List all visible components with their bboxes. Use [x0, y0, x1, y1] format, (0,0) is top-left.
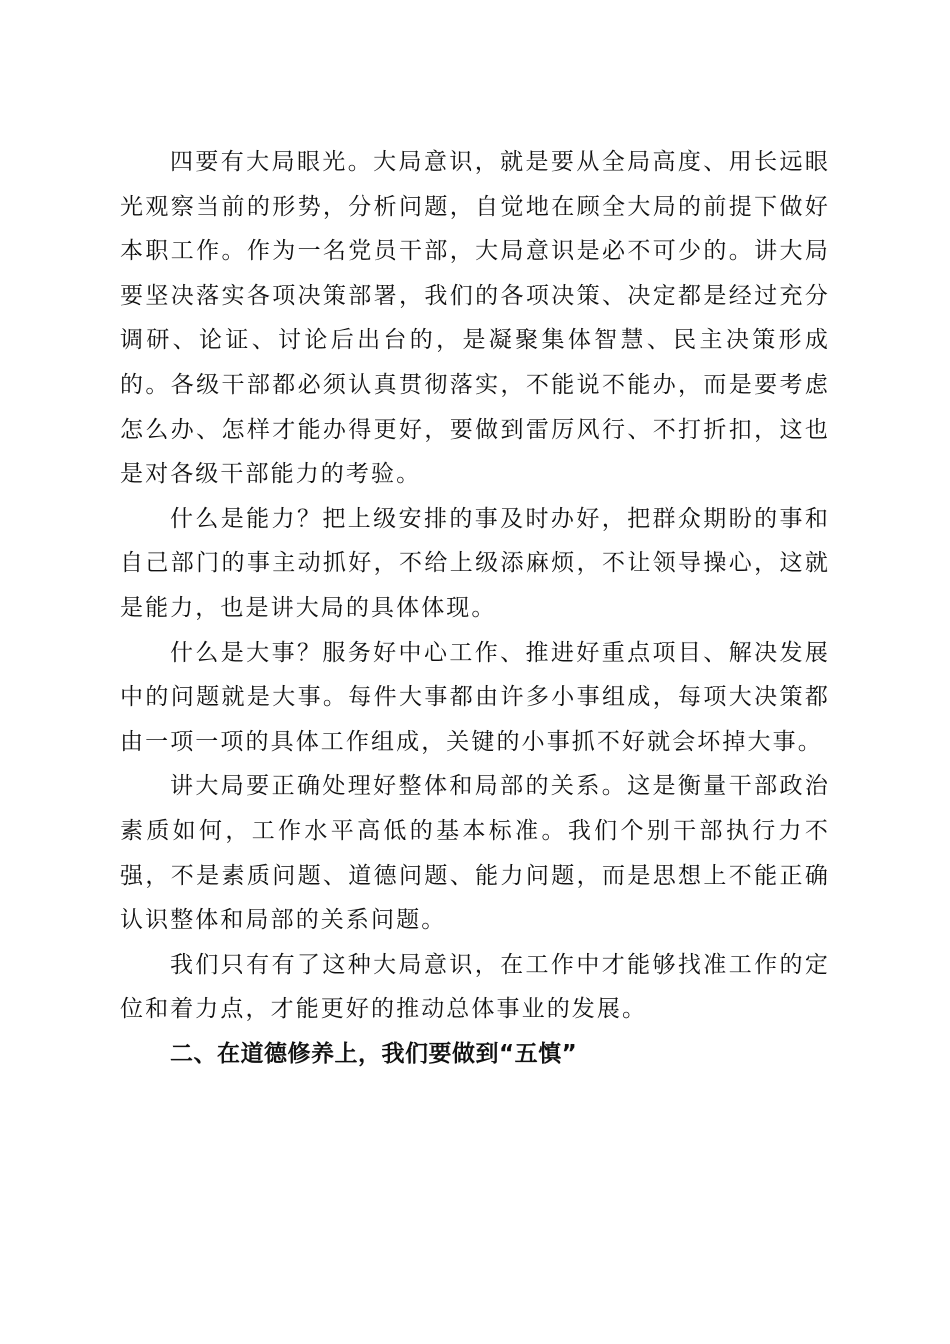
paragraph-whole-and-part: 讲大局要正确处理好整体和局部的关系。这是衡量干部政治素质如何，工作水平高低的基本标准。我们个别干部执行力不强，不是素质问题、道德问题、能力问题，而是思想上不能正确认识整体和局部的关系问题。: [120, 773, 830, 934]
document-body: [120, 140, 830, 1076]
paragraph-ability: 什么是能力？把上级安排的事及时办好，把群众期盼的事和自己部门的事主动抓好，不给上级添麻烦，不让领导操心，这就是能力，也是讲大局的具体体现。: [120, 505, 830, 621]
paragraph-big-picture: 四要有大局眼光。大局意识，就是要从全局高度、用长远眼光观察当前的形势，分析问题，自觉地在顾全大局的前提下做好本职工作。作为一名党员干部，大局意识是必不可少的。讲大局要坚决落实各项决策部署，我们的各项决策、决定都是经过充分调研、论证、讨论后出台的，是凝聚集体智慧、民主决策形成的。各级干部都必须认真贯彻落实，不能说不能办，而是要考虑怎么办、怎样才能办得更好，要做到雷厉风行、不打折扣，这也是对各级干部能力的考验。: [120, 149, 830, 488]
paragraph-major-matters: 什么是大事？服务好中心工作、推进好重点项目、解决发展中的问题就是大事。每件大事都由许多小事组成，每项大决策都由一项一项的具体工作组成，关键的小事抓不好就会坏掉大事。: [120, 639, 830, 755]
section-heading: 二、在道德修养上，我们要做到“五慎”: [170, 1040, 578, 1067]
paragraph-conclusion: 我们只有有了这种大局意识，在工作中才能够找准工作的定位和着力点，才能更好的推动总体事业的发展。: [120, 951, 830, 1023]
